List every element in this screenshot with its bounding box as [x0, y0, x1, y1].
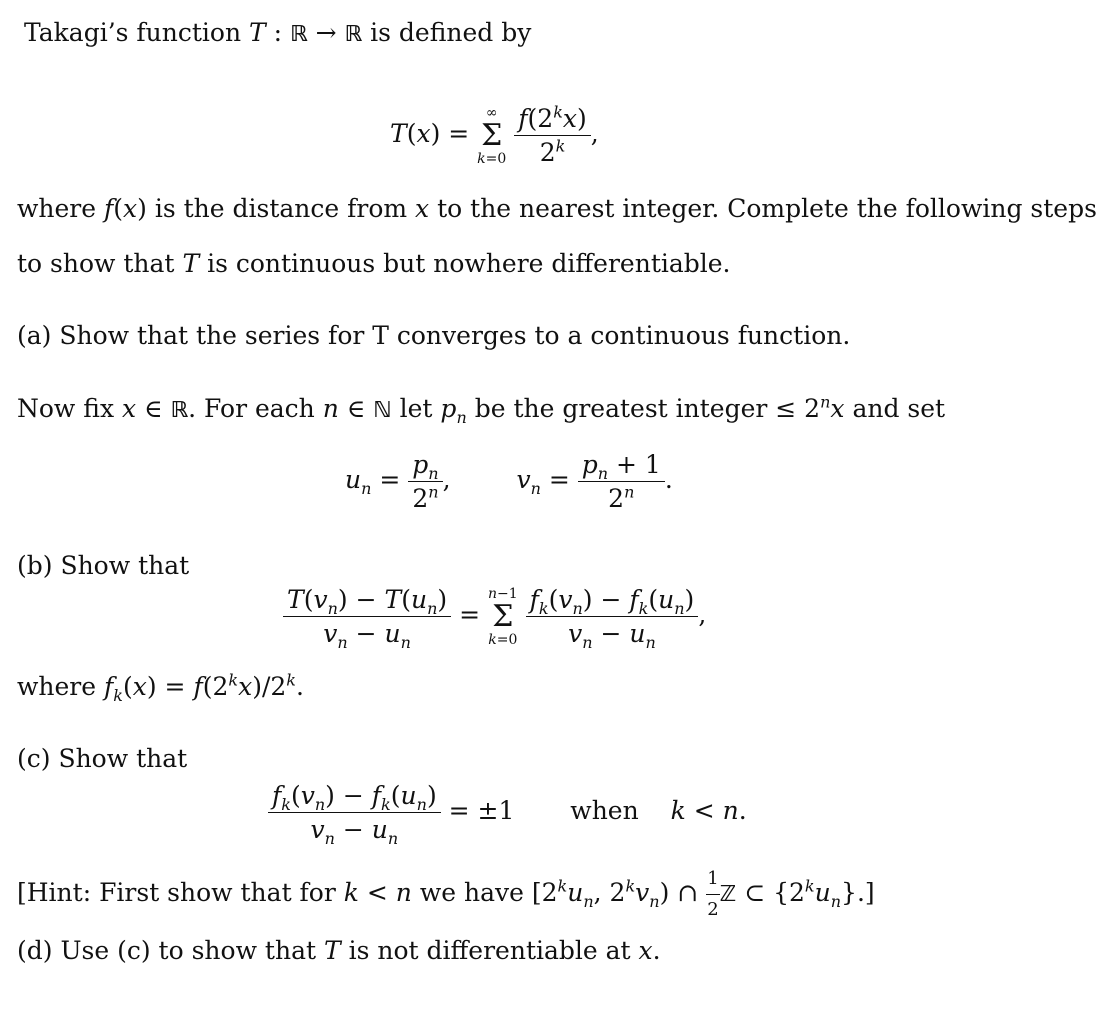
part-b-where-line: where $f_k(x) = f(2^kx)/2^k$.	[17, 670, 304, 705]
fix-x-line: Now fix x ∈ ℝ. For each n ∈ ℕ let $p_n$ be the greatest integer ≤ $2^nx$ and set	[17, 392, 946, 427]
part-a-text: (a) Show that the series for T converges to a continuous function.	[17, 321, 851, 350]
part-b-label: (b) Show that	[17, 551, 190, 580]
part-c-equation: $\frac{f_k(v_n) - f_k(u_n)}{v_n - u_n}$ = ±1 when k < n.	[268, 781, 747, 844]
part-c-label: (c) Show that	[17, 744, 188, 773]
part-d-text: (d) Use (c) to show that T is not differentiable at x.	[17, 936, 661, 965]
intro-line-2: where f(x) is the distance from x to the nearest integer. Complete the following steps	[17, 194, 1097, 223]
un-vn-definition-equation: $u_n$ = $\frac{p_n}{2^n}$ , $v_n$ = $\frac{p_n + 1}{2^n}$ .	[345, 450, 673, 513]
intro-line-3: to show that T is continuous but nowhere differentiable.	[17, 249, 731, 278]
takagi-definition-equation: T(x) = ∞ Σ k=0 $\frac{f(2^kx)}{2^k}$ ,	[390, 102, 599, 167]
hint-line: [Hint: First show that for k < n we have [$2^ku_n$, $2^kv_n$) ∩ $\frac{1}{2}$ ℤ ⊂ $\{2^ku_n\}$.]	[17, 864, 875, 925]
intro-line-1: Takagi’s function T : ℝ → ℝ is defined by	[24, 18, 532, 47]
part-b-equation: $\frac{T(v_n) - T(u_n)}{v_n - u_n}$ = n−1 Σ k=0 $\frac{f_k(v_n) - f_k(u_n)}{v_n - u_n}$ ,	[283, 585, 706, 648]
